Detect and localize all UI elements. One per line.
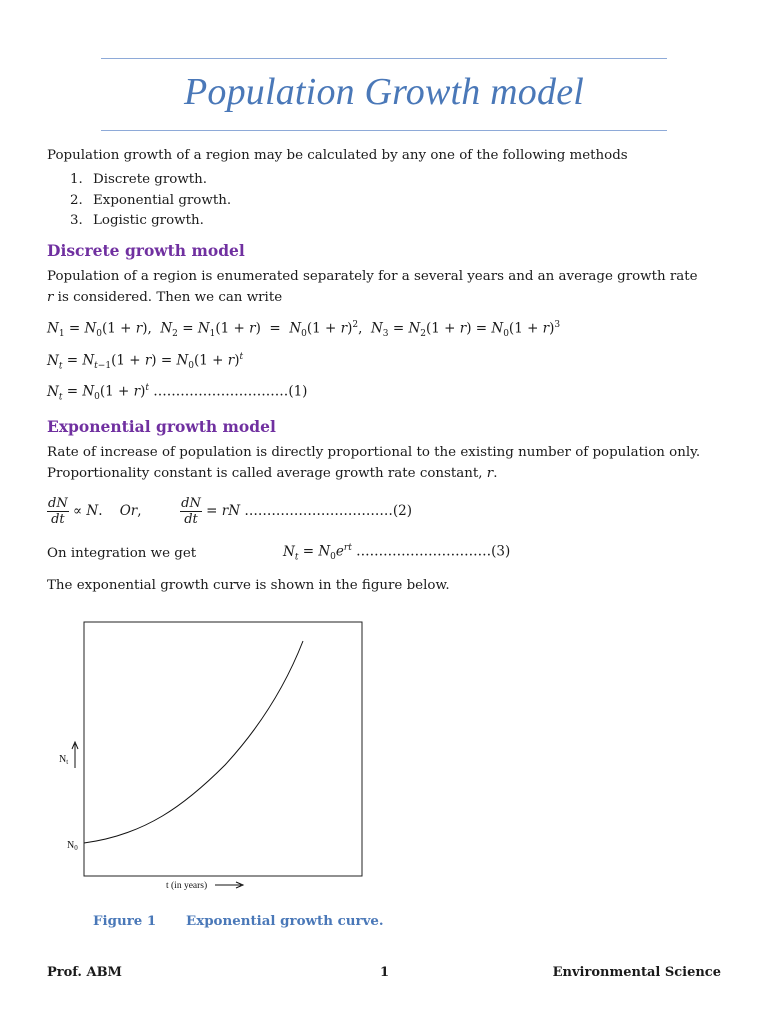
figure-intro: The exponential growth curve is shown in the figure below. xyxy=(47,578,450,593)
equation-1-label: (1) xyxy=(288,383,308,400)
list-label: Logistic growth. xyxy=(93,213,204,228)
plot-frame xyxy=(84,622,362,876)
equation-1: $N_t = N_0(1 + r)^t$ …………………………(1) xyxy=(47,383,308,403)
figure-caption-number: Figure 1 xyxy=(93,913,157,929)
section-heading-discrete: Discrete growth model xyxy=(47,241,245,260)
exponential-paragraph-line2: Proportionality constant is called average growth rate constant, r. xyxy=(47,466,498,481)
equation-3: $N_t = N_0e^{rt}$ …………………………(3) xyxy=(283,543,511,563)
list-label: Discrete growth. xyxy=(93,172,208,187)
list-number: 3. xyxy=(70,213,83,228)
footer-page-number: 1 xyxy=(380,965,390,980)
footer-author: Prof. ABM xyxy=(47,965,122,980)
rate-variable: r xyxy=(47,290,54,305)
title-rule-top xyxy=(101,58,667,59)
exponential-paragraph-line1: Rate of increase of population is directly proportional to the existing number of population only. xyxy=(47,445,701,460)
equation-discrete-expansion: $N_1 = N_0(1 + r)$, $N_2 = N_1(1 + r) = N_0(1 + r)^2$, $N_3 = N_2(1 + r) = N_0(1 + r)^3$ xyxy=(47,320,561,340)
list-number: 2. xyxy=(70,193,83,208)
rate-variable: r xyxy=(486,466,494,481)
exponential-growth-figure xyxy=(55,615,375,895)
list-label: Exponential growth. xyxy=(93,193,232,208)
section-heading-exponential: Exponential growth model xyxy=(47,417,276,436)
list-item xyxy=(70,193,231,208)
y-label-nt: $N_t$ xyxy=(59,754,69,766)
footer-course: Environmental Science xyxy=(552,965,721,980)
intro-paragraph: Population growth of a region may be calculated by any one of the following methods xyxy=(47,148,628,163)
page-title: Population Growth model xyxy=(183,71,585,113)
growth-curve xyxy=(84,641,303,843)
discrete-paragraph-line1: Population of a region is enumerated separately for a several years and an average growth rate xyxy=(47,269,698,284)
discrete-line2-text: is considered. Then we can write xyxy=(53,290,283,305)
discrete-paragraph-line2 xyxy=(47,288,282,308)
title-rule-bottom xyxy=(101,130,667,131)
equation-2: $\frac{dN}{dt}$ ∝ N. Or, $\frac{dN}{dt}$ = rN ……………………………(2) xyxy=(48,496,412,527)
figure-caption-text: Exponential growth curve. xyxy=(186,913,384,929)
y-label-n0: $N_0$ xyxy=(67,840,78,852)
equation-3-label: (3) xyxy=(491,543,511,560)
fraction-dn-dt: $\frac{dN}{dt}$ xyxy=(48,496,68,527)
integration-text: On integration we get xyxy=(47,546,197,561)
exponential-line2-text: Proportionality constant is called average growth rate constant, xyxy=(47,466,483,481)
list-item xyxy=(70,172,207,187)
list-item xyxy=(70,213,204,228)
fraction-dn-dt: $\frac{dN}{dt}$ xyxy=(181,496,201,527)
equation-2-label: (2) xyxy=(392,503,412,519)
x-label: t (in years) xyxy=(166,881,208,891)
equation-discrete-general: $N_t = N_{t-1}(1 + r) = N_0(1 + r)^t$ xyxy=(47,352,244,372)
list-number: 1. xyxy=(70,172,83,187)
